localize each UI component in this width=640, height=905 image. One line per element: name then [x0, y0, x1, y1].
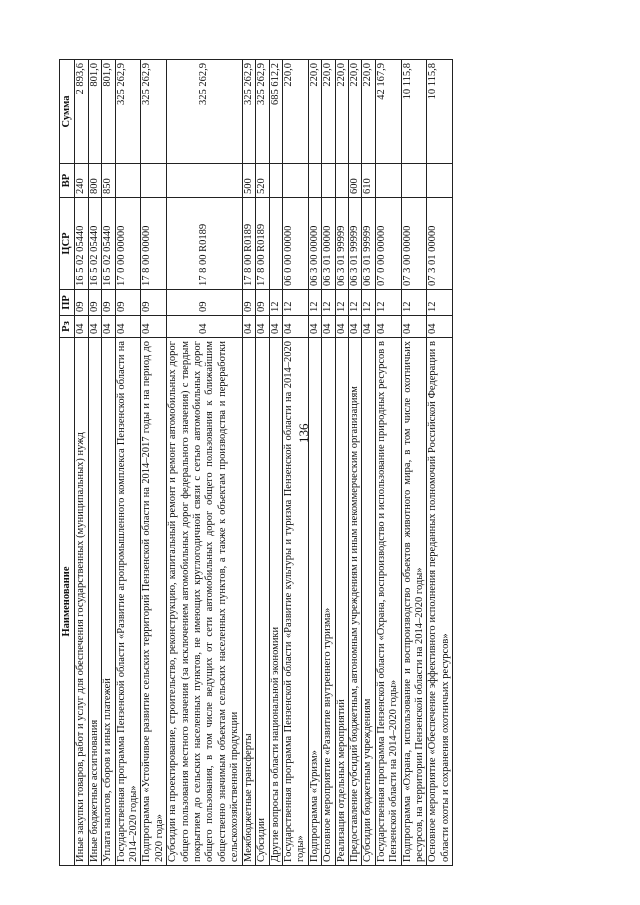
- cell-rz: 04: [362, 316, 375, 338]
- cell-rz: 04: [256, 316, 269, 338]
- cell-pr: 09: [242, 290, 255, 316]
- cell-sum: 10 115,8: [401, 60, 427, 164]
- cell-sum: 220,0: [308, 60, 321, 164]
- cell-vr: 600: [348, 164, 361, 198]
- cell-name: Другие вопросы в области национальной экономики: [269, 338, 282, 866]
- cell-pr: 09: [115, 290, 141, 316]
- cell-sum: 220,0: [348, 60, 361, 164]
- cell-vr: [115, 164, 141, 198]
- cell-rz: 04: [348, 316, 361, 338]
- cell-sum: 325 262,9: [242, 60, 255, 164]
- cell-vr: 610: [362, 164, 375, 198]
- table-row: [102, 60, 115, 866]
- cell-csr: 17 8 00 R0189: [242, 198, 255, 290]
- cell-pr: 12: [269, 290, 282, 316]
- cell-rz: 04: [115, 316, 141, 338]
- cell-csr: 06 3 01 00000: [322, 198, 335, 290]
- cell-vr: [282, 164, 308, 198]
- table-row: [348, 60, 361, 866]
- cell-csr: 06 3 01 99999: [348, 198, 361, 290]
- cell-pr: 09: [167, 290, 242, 316]
- cell-csr: 16 5 02 05440: [88, 198, 101, 290]
- cell-vr: [335, 164, 348, 198]
- cell-rz: 04: [322, 316, 335, 338]
- cell-sum: 220,0: [362, 60, 375, 164]
- cell-rz: 04: [75, 316, 88, 338]
- cell-sum: 325 262,9: [256, 60, 269, 164]
- cell-csr: 06 3 01 99999: [335, 198, 348, 290]
- cell-sum: 801,0: [88, 60, 101, 164]
- cell-csr: 07 0 00 00000: [375, 198, 401, 290]
- cell-sum: 801,0: [102, 60, 115, 164]
- cell-name: Иные бюджетные ассигнования: [88, 338, 101, 866]
- cell-vr: [167, 164, 242, 198]
- table-row: [256, 60, 269, 866]
- table-row: [141, 60, 167, 866]
- cell-name: Субсидии: [256, 338, 269, 866]
- table-row: [282, 60, 308, 866]
- table-row: [375, 60, 401, 866]
- cell-sum: 325 262,9: [167, 60, 242, 164]
- rotated-table-wrapper: [59, 60, 557, 866]
- cell-pr: 12: [335, 290, 348, 316]
- cell-rz: 04: [282, 316, 308, 338]
- cell-sum: 10 115,8: [427, 60, 453, 164]
- cell-rz: 04: [102, 316, 115, 338]
- table-row: [335, 60, 348, 866]
- table-row: [322, 60, 335, 866]
- cell-csr: 17 8 00 R0189: [167, 198, 242, 290]
- cell-vr: 800: [88, 164, 101, 198]
- cell-csr: 16 5 02 05440: [102, 198, 115, 290]
- cell-vr: [401, 164, 427, 198]
- cell-csr: 16 5 02 05440: [75, 198, 88, 290]
- cell-pr: 12: [362, 290, 375, 316]
- header-rz: Рз: [60, 316, 75, 338]
- cell-csr: 07 3 01 00000: [427, 198, 453, 290]
- table-row: [427, 60, 453, 866]
- cell-rz: 04: [88, 316, 101, 338]
- cell-sum: 220,0: [335, 60, 348, 164]
- cell-name: Иные закупки товаров, работ и услуг для обеспечения государственных (муниципальных) нужд: [75, 338, 88, 866]
- cell-name: Подпрограмма «Устойчивое развитие сельских территорий Пензенской области на 2014–2017 годы и на период до 2020 года»: [141, 338, 167, 866]
- table-body: [75, 60, 453, 866]
- table-row: [242, 60, 255, 866]
- cell-rz: 04: [167, 316, 242, 338]
- cell-name: Реализация отдельных мероприятий: [335, 338, 348, 866]
- table-row: [269, 60, 282, 866]
- cell-pr: 09: [141, 290, 167, 316]
- cell-csr: 06 3 01 99999: [362, 198, 375, 290]
- cell-sum: 42 167,9: [375, 60, 401, 164]
- cell-name: Подпрограмма «Охрана, использование и воспроизводство объектов животного мира, в том числе охотничьих ресурсов, на территории Пензенской области на 2014–2020 годы»: [401, 338, 427, 866]
- table-row: [401, 60, 427, 866]
- table-header-row: [60, 60, 75, 866]
- cell-name: Подпрограмма «Туризм»: [308, 338, 321, 866]
- cell-pr: 12: [401, 290, 427, 316]
- cell-rz: 04: [335, 316, 348, 338]
- cell-pr: 09: [102, 290, 115, 316]
- cell-rz: 04: [375, 316, 401, 338]
- cell-vr: [375, 164, 401, 198]
- cell-rz: 04: [269, 316, 282, 338]
- header-name: Наименование: [60, 338, 75, 866]
- cell-rz: 04: [401, 316, 427, 338]
- cell-rz: 04: [141, 316, 167, 338]
- cell-vr: 240: [75, 164, 88, 198]
- cell-name: Уплата налогов, сборов и иных платежей: [102, 338, 115, 866]
- cell-name: Государственная программа Пензенской области «Развитие культуры и туризма Пензенской области на 2014–2020 годы»: [282, 338, 308, 866]
- cell-vr: 500: [242, 164, 255, 198]
- cell-pr: 09: [75, 290, 88, 316]
- table-row: [362, 60, 375, 866]
- cell-rz: 04: [308, 316, 321, 338]
- cell-name: Предоставление субсидий бюджетным, автономным учреждениям и иным некоммерческим организациям: [348, 338, 361, 866]
- table-row: [75, 60, 88, 866]
- header-vr: ВР: [60, 164, 75, 198]
- table-row: [115, 60, 141, 866]
- cell-name: Субсидии на проектирование, строительство, реконструкцию, капитальный ремонт и ремонт автомобильных дорог общего пользования местного значения (за исключением автомобильных дорог федерального значения) с твердым покрытием до сельских населенных пунктов, не имеющих круглогодичной связи с сетью автомобильных дорог общего пользования, в том числе ведущих от сети автомобильных дорог общего пользования к ближайшим общественно значимым объектам сельских населенных пунктов, а также к объектам производства и переработки сельскохозяйственной продукции: [167, 338, 242, 866]
- cell-sum: 325 262,9: [115, 60, 141, 164]
- cell-vr: 850: [102, 164, 115, 198]
- header-sum: Сумма: [60, 60, 75, 164]
- cell-name: Межбюджетные трансферты: [242, 338, 255, 866]
- cell-rz: 04: [242, 316, 255, 338]
- cell-csr: 06 0 00 00000: [282, 198, 308, 290]
- cell-vr: [269, 164, 282, 198]
- budget-table: [59, 59, 453, 866]
- cell-vr: 520: [256, 164, 269, 198]
- table-row: [167, 60, 242, 866]
- cell-name: Основное мероприятие «Обеспечение эффективного исполнения переданных полномочий Российской Федерации в области охоты и сохранения охотничьих ресурсов»: [427, 338, 453, 866]
- page-number: 136: [296, 423, 311, 443]
- cell-csr: 06 3 00 00000: [308, 198, 321, 290]
- cell-csr: 07 3 00 00000: [401, 198, 427, 290]
- cell-vr: [427, 164, 453, 198]
- cell-csr: 17 0 00 00000: [115, 198, 141, 290]
- cell-vr: [308, 164, 321, 198]
- cell-pr: 09: [88, 290, 101, 316]
- cell-name: Основное мероприятие «Развитие внутреннего туризма»: [322, 338, 335, 866]
- cell-pr: 12: [322, 290, 335, 316]
- cell-name: Государственная программа Пензенской области «Охрана, воспроизводство и использование природных ресурсов в Пензенской области на 2014–2020 годы»: [375, 338, 401, 866]
- cell-csr: 17 8 00 00000: [141, 198, 167, 290]
- cell-pr: 09: [256, 290, 269, 316]
- cell-name: Субсидии бюджетным учреждениям: [362, 338, 375, 866]
- table-row: [308, 60, 321, 866]
- cell-vr: [141, 164, 167, 198]
- header-csr: ЦСР: [60, 198, 75, 290]
- cell-csr: 17 8 00 R0189: [256, 198, 269, 290]
- cell-pr: 12: [427, 290, 453, 316]
- table-row: [88, 60, 101, 866]
- cell-pr: 12: [348, 290, 361, 316]
- cell-pr: 12: [308, 290, 321, 316]
- cell-name: Государственная программа Пензенской области «Развитие агропромышленного комплекса Пензенской области на 2014–2020 годы»: [115, 338, 141, 866]
- header-pr: ПР: [60, 290, 75, 316]
- cell-sum: 2 893,6: [75, 60, 88, 164]
- cell-sum: 220,0: [322, 60, 335, 164]
- cell-vr: [322, 164, 335, 198]
- cell-csr: [269, 198, 282, 290]
- cell-rz: 04: [427, 316, 453, 338]
- cell-sum: 685 612,2: [269, 60, 282, 164]
- cell-pr: 12: [282, 290, 308, 316]
- cell-sum: 325 262,9: [141, 60, 167, 164]
- cell-pr: 12: [375, 290, 401, 316]
- cell-sum: 220,0: [282, 60, 308, 164]
